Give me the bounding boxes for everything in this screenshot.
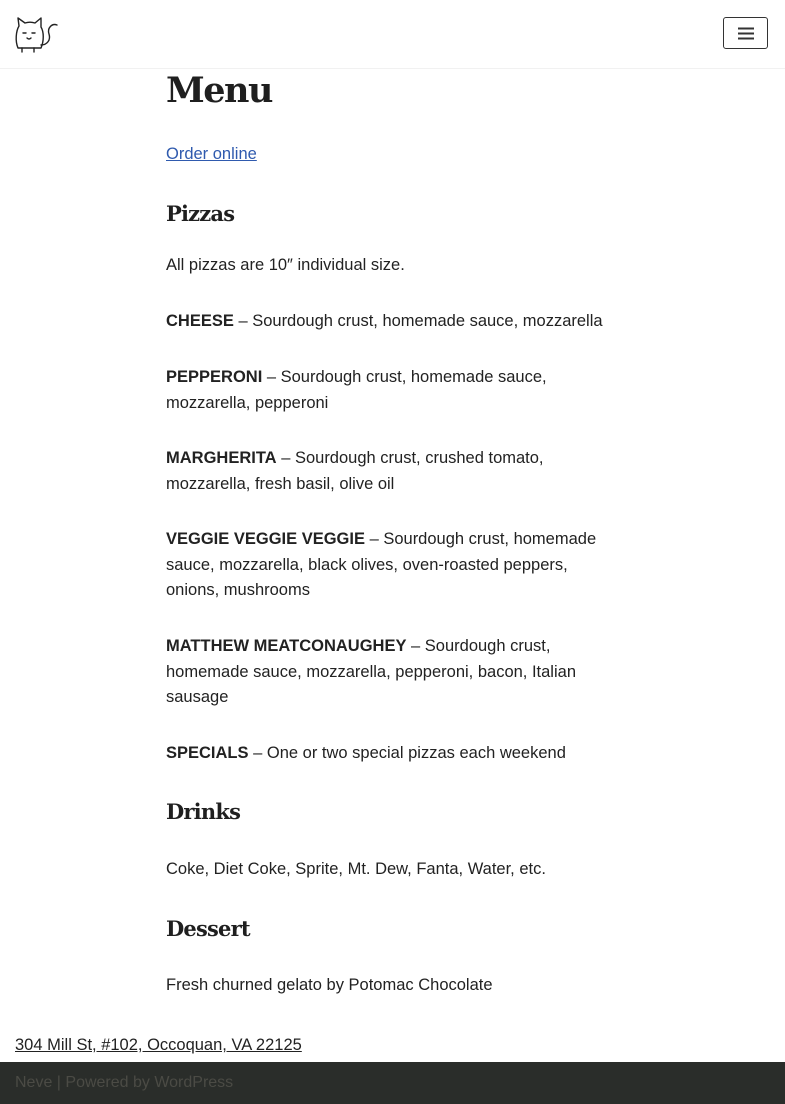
- footer-credits: [15, 1072, 233, 1094]
- order-online-paragraph: [166, 142, 606, 168]
- pizza-description: – Sourdough crust, homemade sauce, mozzarella, pepperoni, bacon, Italian sausage: [166, 637, 576, 706]
- pizza-name: VEGGIE VEGGIE VEGGIE: [166, 530, 365, 548]
- pizza-name: SPECIALS: [166, 744, 249, 762]
- page-title: Menu: [166, 70, 272, 111]
- pizza-name: CHEESE: [166, 312, 234, 330]
- drinks-heading: Drinks: [166, 799, 241, 824]
- pizzas-heading: Pizzas: [166, 201, 235, 226]
- pizza-description: – Sourdough crust, crushed tomato, mozzarella, fresh basil, olive oil: [166, 449, 544, 493]
- powered-by-text: | Powered by: [52, 1074, 155, 1091]
- cat-logo-icon[interactable]: [14, 15, 60, 53]
- pizza-description: – One or two special pizzas each weekend: [248, 744, 566, 762]
- pizza-item-veggie: [166, 527, 606, 604]
- pizza-item-meatconaughey: [166, 634, 606, 711]
- pizza-item-pepperoni: [166, 365, 606, 416]
- dessert-heading: Dessert: [166, 916, 250, 941]
- pizza-item-cheese: [166, 309, 606, 335]
- neve-theme-link[interactable]: Neve: [15, 1074, 53, 1091]
- hamburger-menu-icon: [738, 27, 754, 40]
- pizza-name: MATTHEW MEATCONAUGHEY: [166, 637, 407, 655]
- pizza-name: MARGHERITA: [166, 449, 277, 467]
- pizza-item-margherita: [166, 446, 606, 497]
- menu-toggle-button[interactable]: [723, 17, 768, 49]
- address-link[interactable]: 304 Mill St, #102, Occoquan, VA 22125: [15, 1036, 302, 1054]
- pizza-name: PEPPERONI: [166, 368, 263, 386]
- order-online-link[interactable]: Order online: [166, 145, 257, 163]
- pizzas-intro: All pizzas are 10″ individual size.: [166, 256, 405, 274]
- site-header: [0, 0, 785, 69]
- pizza-description: – Sourdough crust, homemade sauce, mozzarella: [233, 312, 603, 330]
- site-footer: [0, 1062, 785, 1104]
- drinks-text: Coke, Diet Coke, Sprite, Mt. Dew, Fanta, Water, etc.: [166, 860, 546, 878]
- pizza-description: – Sourdough crust, homemade sauce, mozzarella, black olives, oven-roasted peppers, onions, mushrooms: [166, 530, 597, 599]
- dessert-text: Fresh churned gelato by Potomac Chocolate: [166, 976, 493, 994]
- pizza-item-specials: [166, 741, 606, 767]
- pizza-description: – Sourdough crust, homemade sauce, mozzarella, pepperoni: [166, 368, 547, 412]
- wordpress-link[interactable]: WordPress: [154, 1074, 234, 1091]
